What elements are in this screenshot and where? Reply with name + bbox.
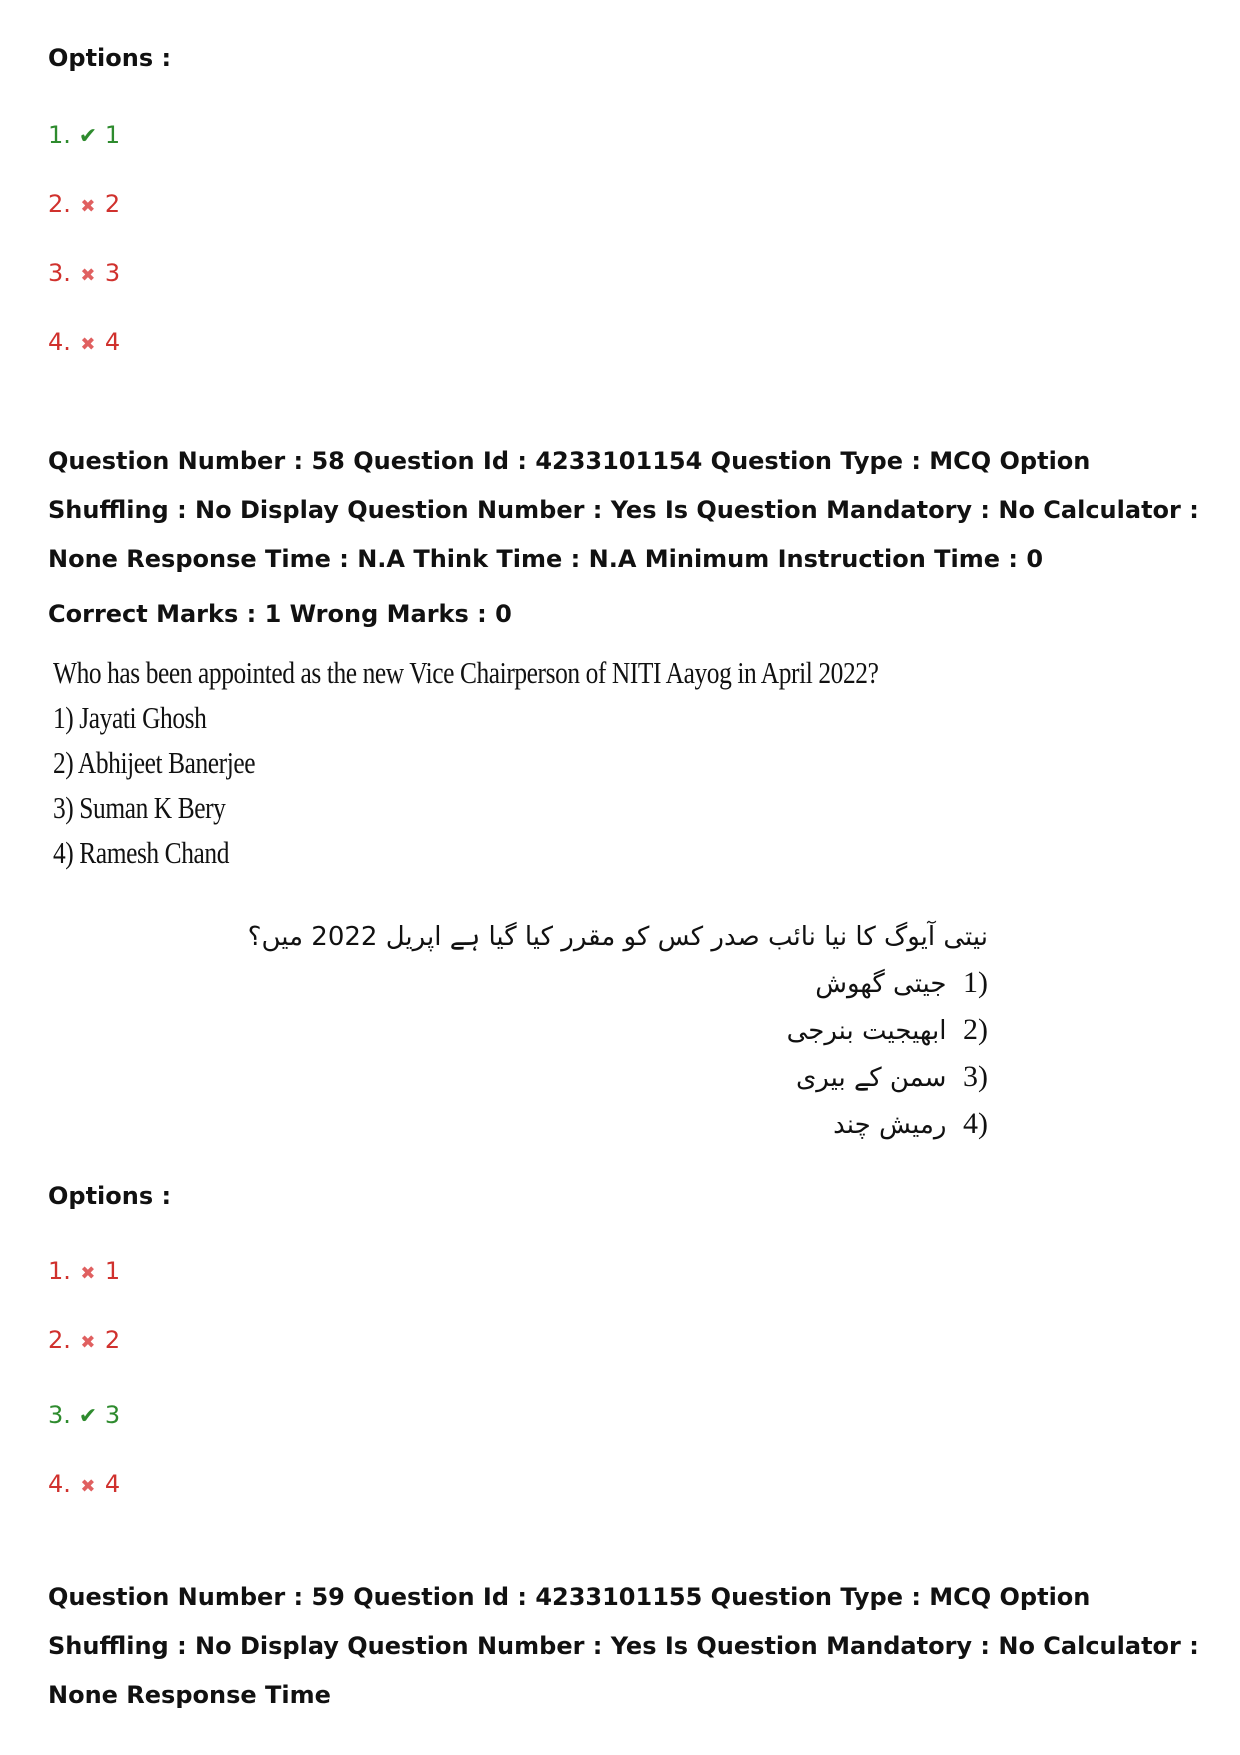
options-heading: Options : (48, 44, 172, 72)
option-item (48, 1326, 120, 1354)
options-heading: Options : (48, 1182, 172, 1210)
question-choice-urdu (408, 1007, 988, 1054)
question-choice: 1) Jayati Ghosh (53, 700, 207, 735)
choice-number: 2) (963, 1013, 988, 1046)
option-item (48, 328, 120, 356)
choice-number: 1) (963, 966, 988, 999)
option-label: 1 (104, 1257, 121, 1285)
question-text: Who has been appointed as the new Vice Chairperson of NITI Aayog in April 2022? (53, 655, 879, 690)
question-choice-urdu (408, 1101, 988, 1148)
option-label: 2 (104, 1326, 121, 1354)
marks-info: Correct Marks : 1 Wrong Marks : 0 (48, 600, 512, 628)
option-item (48, 1470, 120, 1498)
check-icon: ✔ (78, 124, 98, 149)
question-image-urdu (247, 915, 988, 1148)
option-number: 1. (48, 121, 71, 149)
option-label: 1 (104, 121, 121, 149)
choice-text: جیتی گھوش (815, 969, 947, 999)
question-image-english (53, 650, 878, 875)
question-choice: 3) Suman K Bery (53, 790, 226, 825)
choice-number: 4) (963, 1107, 988, 1140)
cross-icon: ✖ (80, 196, 96, 217)
cross-icon: ✖ (80, 1476, 96, 1497)
option-number: 4. (48, 1470, 71, 1498)
choice-text: سمن کے بیری (795, 1063, 947, 1093)
cross-icon: ✖ (80, 334, 96, 355)
cross-icon: ✖ (80, 265, 96, 286)
option-number: 4. (48, 328, 71, 356)
option-label: 4 (104, 328, 121, 356)
question-choice: 2) Abhijeet Banerjee (53, 745, 256, 780)
option-item (48, 121, 120, 149)
option-number: 3. (48, 259, 71, 287)
option-item (48, 190, 120, 218)
option-item (48, 1401, 120, 1429)
option-number: 1. (48, 1257, 71, 1285)
option-number: 2. (48, 1326, 71, 1354)
option-label: 4 (104, 1470, 121, 1498)
question-choice-urdu (408, 1054, 988, 1101)
choice-number: 3) (963, 1060, 988, 1093)
question-meta: Question Number : 59 Question Id : 4233101155 Question Type : MCQ Option Shuffling : No Display Question Number : Yes Is Question Mandatory : No Calculator : None Response Time (48, 1583, 1199, 1709)
option-item (48, 259, 120, 287)
question-meta: Question Number : 58 Question Id : 4233101154 Question Type : MCQ Option Shuffling : No Display Question Number : Yes Is Question Mandatory : No Calculator : None Response Time : N.A Think Time : N.A Minimum Instruction Time : 0 (48, 447, 1199, 573)
question-text-urdu: نیتی آیوگ کا نیا نائب صدر کس کو مقرر کیا گیا ہے اپریل 2022 میں؟ (247, 922, 988, 952)
check-icon: ✔ (78, 1404, 98, 1429)
option-label: 3 (104, 1401, 121, 1429)
option-number: 3. (48, 1401, 71, 1429)
option-label: 2 (104, 190, 121, 218)
cross-icon: ✖ (80, 1263, 96, 1284)
choice-text: رمیش چند (833, 1110, 947, 1140)
option-item (48, 1257, 120, 1285)
choice-text: ابھیجیت بنرجی (786, 1016, 947, 1046)
cross-icon: ✖ (80, 1332, 96, 1353)
question-choice-urdu (408, 960, 988, 1007)
option-label: 3 (104, 259, 121, 287)
question-choice: 4) Ramesh Chand (53, 835, 230, 870)
option-number: 2. (48, 190, 71, 218)
